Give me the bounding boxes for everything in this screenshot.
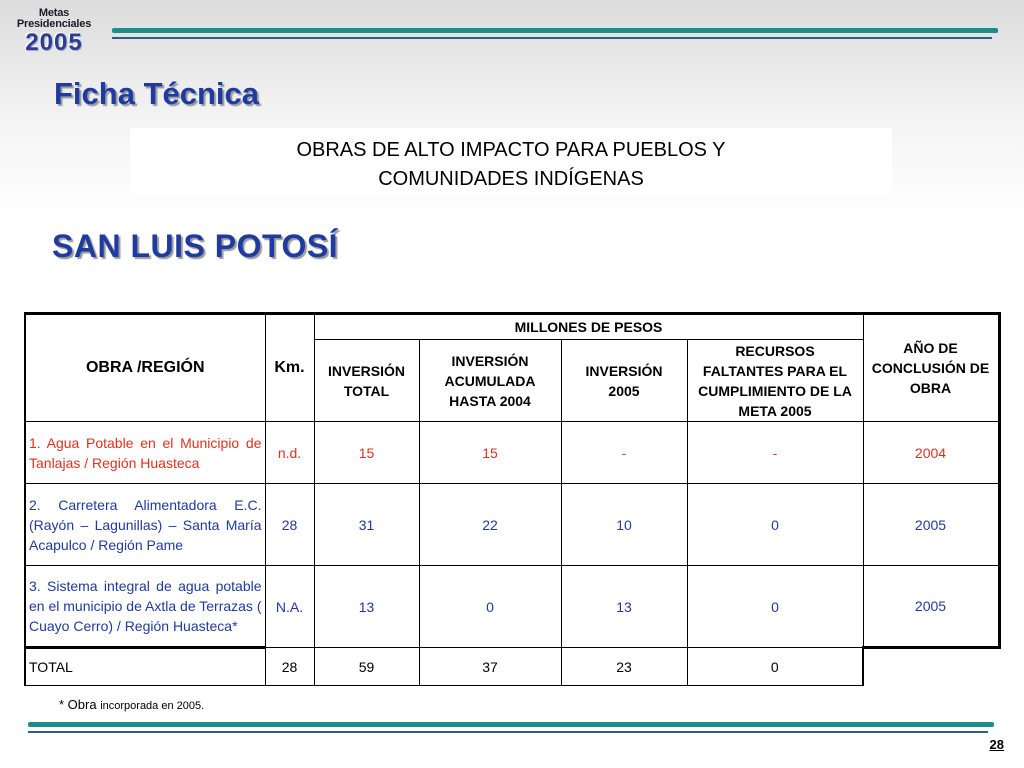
header-divider: [112, 28, 998, 33]
cell-obra: 3. Sistema integral de agua potable en el municipio de Axtla de Terrazas ( Cuayo Cerro) / Región Huasteca*: [25, 566, 265, 648]
logo-line2: Presidenciales: [16, 18, 92, 30]
total-label: TOTAL: [25, 648, 265, 686]
total-faltantes: 0: [687, 648, 863, 686]
state-heading: SAN LUIS POTOSÍ: [52, 228, 339, 264]
total-total: 59: [314, 648, 419, 686]
cell-total: 13: [314, 566, 419, 648]
header-inversion-acumulada: INVERSIÓN ACUMULADA HASTA 2004: [419, 340, 561, 422]
works-table: [24, 312, 1001, 686]
header-millones: MILLONES DE PESOS: [314, 314, 863, 340]
cell-inv2005: -: [561, 422, 687, 484]
table-row: [25, 484, 999, 566]
cell-faltantes: 0: [687, 566, 863, 648]
cell-inv2005: 10: [561, 484, 687, 566]
footnote-text: incorporada en 2005.: [100, 700, 205, 712]
header-recursos-faltantes: RECURSOS FALTANTES PARA EL CUMPLIMIENTO DE LA META 2005: [687, 340, 863, 422]
page-number: 28: [989, 737, 1004, 752]
table-row: [25, 566, 999, 648]
cell-anio: 2004: [863, 422, 999, 484]
header-inversion-total: INVERSIÓN TOTAL: [314, 340, 419, 422]
cell-km: n.d.: [265, 422, 314, 484]
cell-anio: 2005: [863, 484, 999, 566]
header-divider-thin: [112, 37, 992, 39]
cell-acumulada: 22: [419, 484, 561, 566]
header-anio: AÑO DE CONCLUSIÓN DE OBRA: [863, 314, 999, 422]
cell-acumulada: 15: [419, 422, 561, 484]
page-title: Ficha Técnica: [54, 76, 260, 111]
cell-acumulada: 0: [419, 566, 561, 648]
header-inversion-2005: INVERSIÓN 2005: [561, 340, 687, 422]
cell-faltantes: 0: [687, 484, 863, 566]
cell-inv2005: 13: [561, 566, 687, 648]
total-acumulada: 37: [419, 648, 561, 686]
table-row: [25, 422, 999, 484]
cell-anio: 2005: [863, 566, 999, 648]
logo: [8, 8, 100, 66]
cell-faltantes: -: [687, 422, 863, 484]
subtitle-line2: COMUNIDADES INDÍGENAS: [378, 168, 644, 190]
footnote-lead: * Obra: [59, 697, 97, 712]
subtitle-box: [130, 128, 892, 196]
logo-year: 2005: [25, 29, 83, 56]
total-inv2005: 23: [561, 648, 687, 686]
cell-obra: 1. Agua Potable en el Municipio de Tanlajas / Región Huasteca: [25, 422, 265, 484]
cell-km: 28: [265, 484, 314, 566]
cell-km: N.A.: [265, 566, 314, 648]
logo-line1: Metas: [38, 7, 70, 19]
total-km: 28: [265, 648, 314, 686]
cell-total: 31: [314, 484, 419, 566]
footer-divider: [28, 722, 994, 727]
footer-divider-thin: [28, 731, 988, 733]
cell-obra: 2. Carretera Alimentadora E.C. (Rayón – Lagunillas) – Santa María Acapulco / Región Pame: [25, 484, 265, 566]
subtitle-line1: OBRAS DE ALTO IMPACTO PARA PUEBLOS Y: [296, 139, 726, 161]
header-km: Km.: [265, 314, 314, 422]
total-row: [25, 648, 999, 686]
header-obra: OBRA /REGIÓN: [25, 314, 265, 422]
empty-cell: [863, 648, 999, 686]
cell-total: 15: [314, 422, 419, 484]
footnote: [59, 697, 204, 712]
